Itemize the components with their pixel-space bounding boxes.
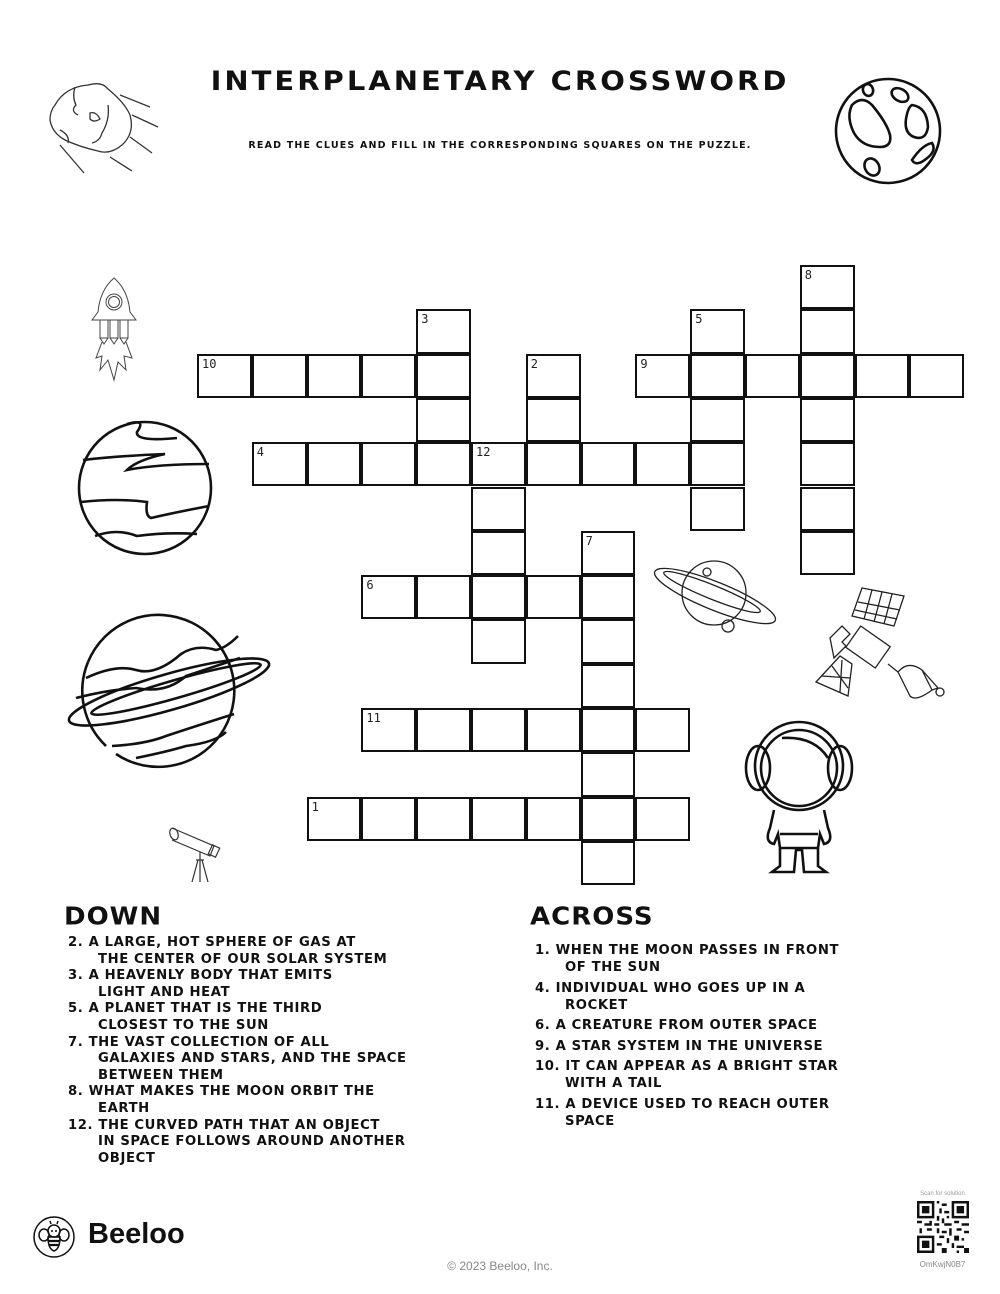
across-clue [535, 1096, 935, 1130]
clue-line: OBJECT [98, 1150, 156, 1166]
across-clue [535, 1038, 935, 1055]
crossword-cell[interactable] [471, 531, 526, 575]
crossword-cell[interactable] [416, 442, 471, 486]
crossword-cell[interactable] [361, 354, 416, 398]
clue-number: 4 [256, 445, 265, 460]
crossword-cell[interactable] [361, 575, 416, 619]
crossword-cell[interactable] [416, 309, 471, 353]
clue-line: 6. A CREATURE FROM OUTER SPACE [535, 1018, 818, 1034]
clue-line: 7. THE VAST COLLECTION OF ALL [68, 1034, 330, 1050]
crossword-cell[interactable] [581, 575, 636, 619]
clue-line: ROCKET [565, 997, 628, 1013]
clue-number: 3 [421, 312, 429, 327]
qr-code-icon[interactable] [917, 1201, 969, 1253]
clue-line: 3. A HEAVENLY BODY THAT EMITS [68, 968, 333, 984]
crossword-cell[interactable] [471, 797, 526, 841]
crossword-cell[interactable] [909, 354, 964, 398]
crossword-cell[interactable] [635, 708, 690, 752]
crossword-cell[interactable] [581, 442, 636, 486]
clue-line: WITH A TAIL [565, 1076, 662, 1092]
crossword-cell[interactable] [581, 664, 636, 708]
crossword-cell[interactable] [690, 442, 745, 486]
clue-line: THE CENTER OF OUR SOLAR SYSTEM [98, 951, 388, 967]
brand-name: Beeloo [88, 1218, 185, 1250]
clue-line: 2. A LARGE, HOT SPHERE OF GAS AT [68, 935, 356, 950]
clue-line: 5. A PLANET THAT IS THE THIRD [68, 1001, 323, 1017]
clue-line: 4. INDIVIDUAL WHO GOES UP IN A [535, 980, 806, 996]
crossword-cell[interactable] [416, 354, 471, 398]
astronaut-icon [744, 718, 854, 878]
crossword-cell[interactable] [800, 398, 855, 442]
crossword-cell[interactable] [581, 752, 636, 796]
crossword-cell[interactable] [361, 442, 416, 486]
clue-line: GALAXIES AND STARS, AND THE SPACE [98, 1051, 407, 1067]
instructions: READ THE CLUES AND FILL IN THE CORRESPONDING SQUARES ON THE PUZZLE. [248, 140, 752, 151]
crossword-cell[interactable] [526, 708, 581, 752]
clue-line: IN SPACE FOLLOWS AROUND ANOTHER [98, 1134, 406, 1150]
crossword-cell[interactable] [581, 841, 636, 885]
down-clue [68, 1001, 498, 1034]
down-heading: DOWN [64, 902, 163, 932]
crossword-cell[interactable] [307, 797, 362, 841]
crossword-cell[interactable] [800, 265, 855, 309]
crossword-cell[interactable] [526, 575, 581, 619]
clue-line: 12. THE CURVED PATH THAT AN OBJECT [68, 1117, 381, 1133]
crossword-cell[interactable] [635, 797, 690, 841]
down-clue [68, 1084, 498, 1117]
crossword-cell[interactable] [526, 398, 581, 442]
crossword-cell[interactable] [800, 442, 855, 486]
crossword-cell[interactable] [416, 708, 471, 752]
clue-line: 11. A DEVICE USED TO REACH OUTER [535, 1096, 830, 1112]
striped-planet-icon [77, 420, 213, 556]
crossword-cell[interactable] [471, 575, 526, 619]
crossword-cell[interactable] [471, 442, 526, 486]
across-clue [535, 942, 935, 976]
crossword-cell[interactable] [252, 442, 307, 486]
crossword-cell[interactable] [526, 442, 581, 486]
clue-line: 8. WHAT MAKES THE MOON ORBIT THE [68, 1084, 375, 1100]
crossword-cell[interactable] [581, 619, 636, 663]
clue-number: 10 [202, 356, 217, 371]
qr-code-id: OmKwjN0B7 [919, 1260, 966, 1269]
clue-number: 11 [366, 711, 381, 725]
crossword-cell[interactable] [690, 487, 745, 531]
crossword-cell[interactable] [800, 487, 855, 531]
crossword-cell[interactable] [416, 797, 471, 841]
crossword-cell[interactable] [416, 575, 471, 619]
rocket-icon [86, 276, 142, 382]
crossword-cell[interactable] [416, 398, 471, 442]
down-clues-list [68, 935, 498, 1167]
clue-number: 2 [530, 356, 539, 371]
crossword-cell[interactable] [471, 487, 526, 531]
crossword-cell[interactable] [361, 797, 416, 841]
crossword-cell[interactable] [855, 354, 910, 398]
crossword-cell[interactable] [307, 442, 362, 486]
copyright: © 2023 Beeloo, Inc. [447, 1259, 553, 1273]
crossword-cell[interactable] [307, 354, 362, 398]
crossword-cell[interactable] [581, 797, 636, 841]
down-clue [68, 935, 498, 968]
page-title: INTERPLANETARY CROSSWORD [210, 65, 790, 97]
clue-number: 1 [311, 799, 319, 814]
crossword-cell[interactable] [635, 354, 690, 398]
crossword-cell[interactable] [690, 309, 745, 353]
crossword-cell[interactable] [252, 354, 307, 398]
asteroid-icon [40, 75, 160, 175]
qr-label: Scan for solution [920, 1191, 965, 1197]
across-clue [535, 980, 935, 1014]
ringed-planet-icon [66, 606, 272, 766]
clue-line: EARTH [98, 1100, 150, 1116]
crossword-cell[interactable] [526, 797, 581, 841]
across-clue [535, 1017, 935, 1034]
clue-line: CLOSEST TO THE SUN [98, 1017, 269, 1033]
clue-number: 7 [585, 533, 593, 548]
crossword-cell[interactable] [690, 398, 745, 442]
clue-number: 6 [366, 578, 374, 593]
down-clue [68, 1118, 498, 1168]
clue-number: 9 [640, 356, 648, 371]
down-clue [68, 1035, 498, 1085]
clue-line: OF THE SUN [565, 960, 661, 975]
clue-line: 9. A STAR SYSTEM IN THE UNIVERSE [535, 1038, 824, 1054]
clue-number: 8 [804, 268, 813, 282]
crossword-cell[interactable] [800, 354, 855, 398]
across-clue [535, 1058, 935, 1092]
down-clue [68, 968, 498, 1001]
small-ringed-planet-icon [650, 556, 780, 636]
clue-line: SPACE [565, 1113, 615, 1129]
crossword-cell[interactable] [635, 442, 690, 486]
telescope-icon [166, 826, 226, 884]
crossword-cell[interactable] [581, 708, 636, 752]
crossword-cell[interactable] [800, 531, 855, 575]
beeloo-bee-logo-icon [32, 1215, 76, 1259]
clue-number: 5 [695, 312, 703, 327]
crossword-cell[interactable] [471, 708, 526, 752]
crossword-cell[interactable] [361, 708, 416, 752]
crossword-cell[interactable] [526, 354, 581, 398]
across-clues-list [535, 942, 935, 1134]
clue-number: 12 [476, 445, 491, 460]
cratered-planet-icon [832, 75, 944, 187]
crossword-cell[interactable] [800, 309, 855, 353]
satellite-icon [812, 582, 962, 702]
clue-line: 10. IT CAN APPEAR AS A BRIGHT STAR [535, 1059, 839, 1075]
clue-line: BETWEEN THEM [98, 1067, 224, 1083]
crossword-cell[interactable] [581, 531, 636, 575]
clue-line: 1. WHEN THE MOON PASSES IN FRONT [535, 943, 840, 958]
crossword-cell[interactable] [690, 354, 745, 398]
clue-line: LIGHT AND HEAT [98, 984, 231, 1000]
crossword-cell[interactable] [471, 619, 526, 663]
crossword-cell[interactable] [197, 354, 252, 398]
crossword-cell[interactable] [745, 354, 800, 398]
across-heading: ACROSS [530, 902, 654, 932]
